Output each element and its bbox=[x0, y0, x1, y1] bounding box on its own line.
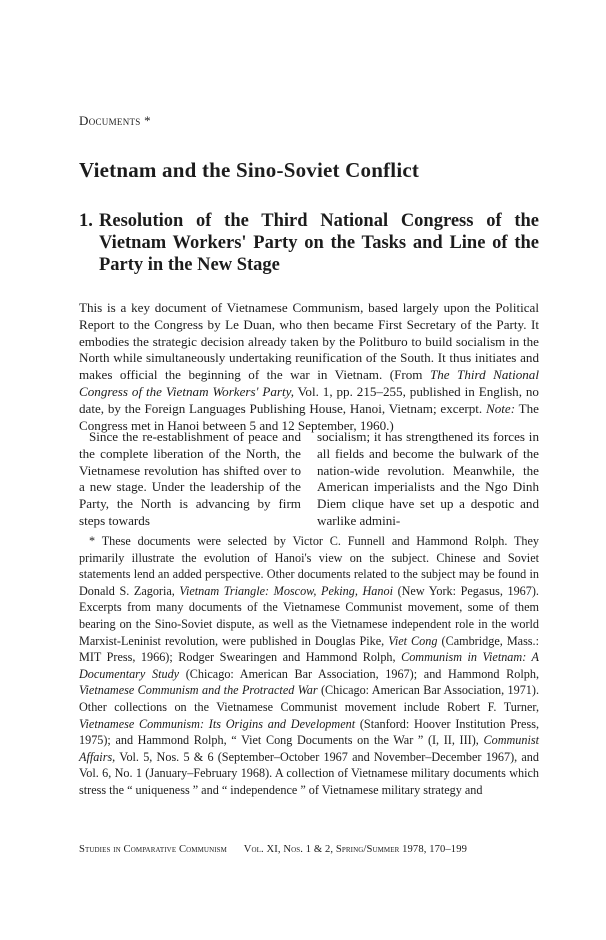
footer-volume-info: Vol. XI, Nos. 1 & 2, Spring/Summer 1978, 170–199 bbox=[243, 844, 468, 855]
footnote-text-5: (Chicago: American Bar Association, 1971). Other collections on the Vietnamese Communist movement include Robert F. Turner, bbox=[79, 683, 540, 714]
footnote-text-7: Vol. 5, Nos. 5 & 6 (September–October 1967 and November–December 1967), and Vol. 6, No. 1 (January–February 1968). A collection of Vietnamese military documents which stress the “ uniqueness ” and “ independence ” of Vietnamese military strategy and bbox=[79, 749, 539, 797]
footnote-text-1: * These documents were selected by Victor C. Funnell and Hammond Rolph. They primarily illustrate the evolution of Hanoi's view on the subject. Chinese and Soviet statements lend an added perspective. Other documents related to the subject may be found in Donald S. Zagoria, bbox=[79, 534, 539, 598]
footnote bbox=[79, 533, 539, 799]
intro-text-1: This is a key document of Vietnamese Communism, based largely upon the Political Report to the Congress by Le Duan, who then became First Secretary of the Party. It embodies the strategic decision already taken by the Politburo to build socialism in the North while simultaneously undertaking reunification of the South. It thus initiates and makes official the beginning of the war in Vietnam. (From bbox=[79, 300, 539, 383]
article-title: Vietnam and the Sino-Soviet Conflict bbox=[79, 158, 420, 182]
document-number: 1. bbox=[79, 211, 93, 231]
footnote-text-4: (Chicago: American Bar Association, 1967); and Hammond Rolph, bbox=[179, 666, 539, 681]
body-column-right: socialism; it has strengthened its forces in all fields and become the bulwark of the nation-wide revolution. Meanwhile, the American imperialists and the Ngo Dinh Diem clique have set up a despotic and warlike admini- bbox=[317, 429, 539, 528]
footnote-title-6: Communist Affairs, bbox=[79, 733, 539, 764]
section-label: Documents * bbox=[79, 113, 151, 128]
document-heading-text: Resolution of the Third National Congress of the Vietnam Workers' Party on the Tasks and Line of the Party in the New Stage bbox=[99, 211, 539, 275]
footer-journal-name: Studies in Comparative Communism bbox=[79, 844, 227, 855]
footnote-title-3: Communism in Vietnam: A Documentary Study bbox=[79, 650, 539, 681]
intro-text-2: Vol. 1, pp. 215–255, published in English, no date, by the Foreign Languages Publishing House, Hanoi, Vietnam; excerpt. bbox=[79, 383, 539, 416]
footnote-title-4: Vietnamese Communism and the Protracted War bbox=[79, 683, 318, 698]
document-heading bbox=[79, 210, 539, 276]
footnote-title-1: Vietnam Triangle: Moscow, Peking, Hanoi bbox=[179, 583, 393, 598]
editorial-introduction bbox=[79, 300, 539, 434]
footnote-text-6: (Stanford: Hoover Institution Press, 1975); and Hammond Rolph, “ Viet Cong Documents on the War ” (I, II, III), bbox=[79, 716, 539, 748]
page-footer bbox=[79, 844, 539, 855]
body-column-left: Since the re-establishment of peace and the complete liberation of the North, the Vietnamese revolution has shifted over to a new stage. Under the leadership of the Party, the North is advancing by firm steps towards bbox=[79, 429, 301, 528]
footnote-text-2: (New York: Pegasus, 1967). Excerpts from many documents of the Vietnamese Communist movement, some of them bearing on the Sino-Soviet dispute, as well as the Vietnamese independent role in the world Marxist-Leninist revolution, were published in Douglas Pike, bbox=[79, 583, 539, 648]
intro-note-label: Note: bbox=[485, 400, 516, 416]
intro-source-title: The Third National Congress of the Vietnam Workers' Party, bbox=[79, 367, 539, 399]
footnote-title-5: Vietnamese Communism: Its Origins and Development bbox=[79, 716, 356, 731]
intro-text-3: The Congress met in Hanoi between 5 and 12 September, 1960.) bbox=[79, 400, 539, 433]
footnote-title-2: Viet Cong bbox=[388, 633, 438, 648]
footnote-text-3: (Cambridge, Mass.: MIT Press, 1966); Rodger Swearingen and Hammond Rolph, bbox=[79, 633, 539, 665]
